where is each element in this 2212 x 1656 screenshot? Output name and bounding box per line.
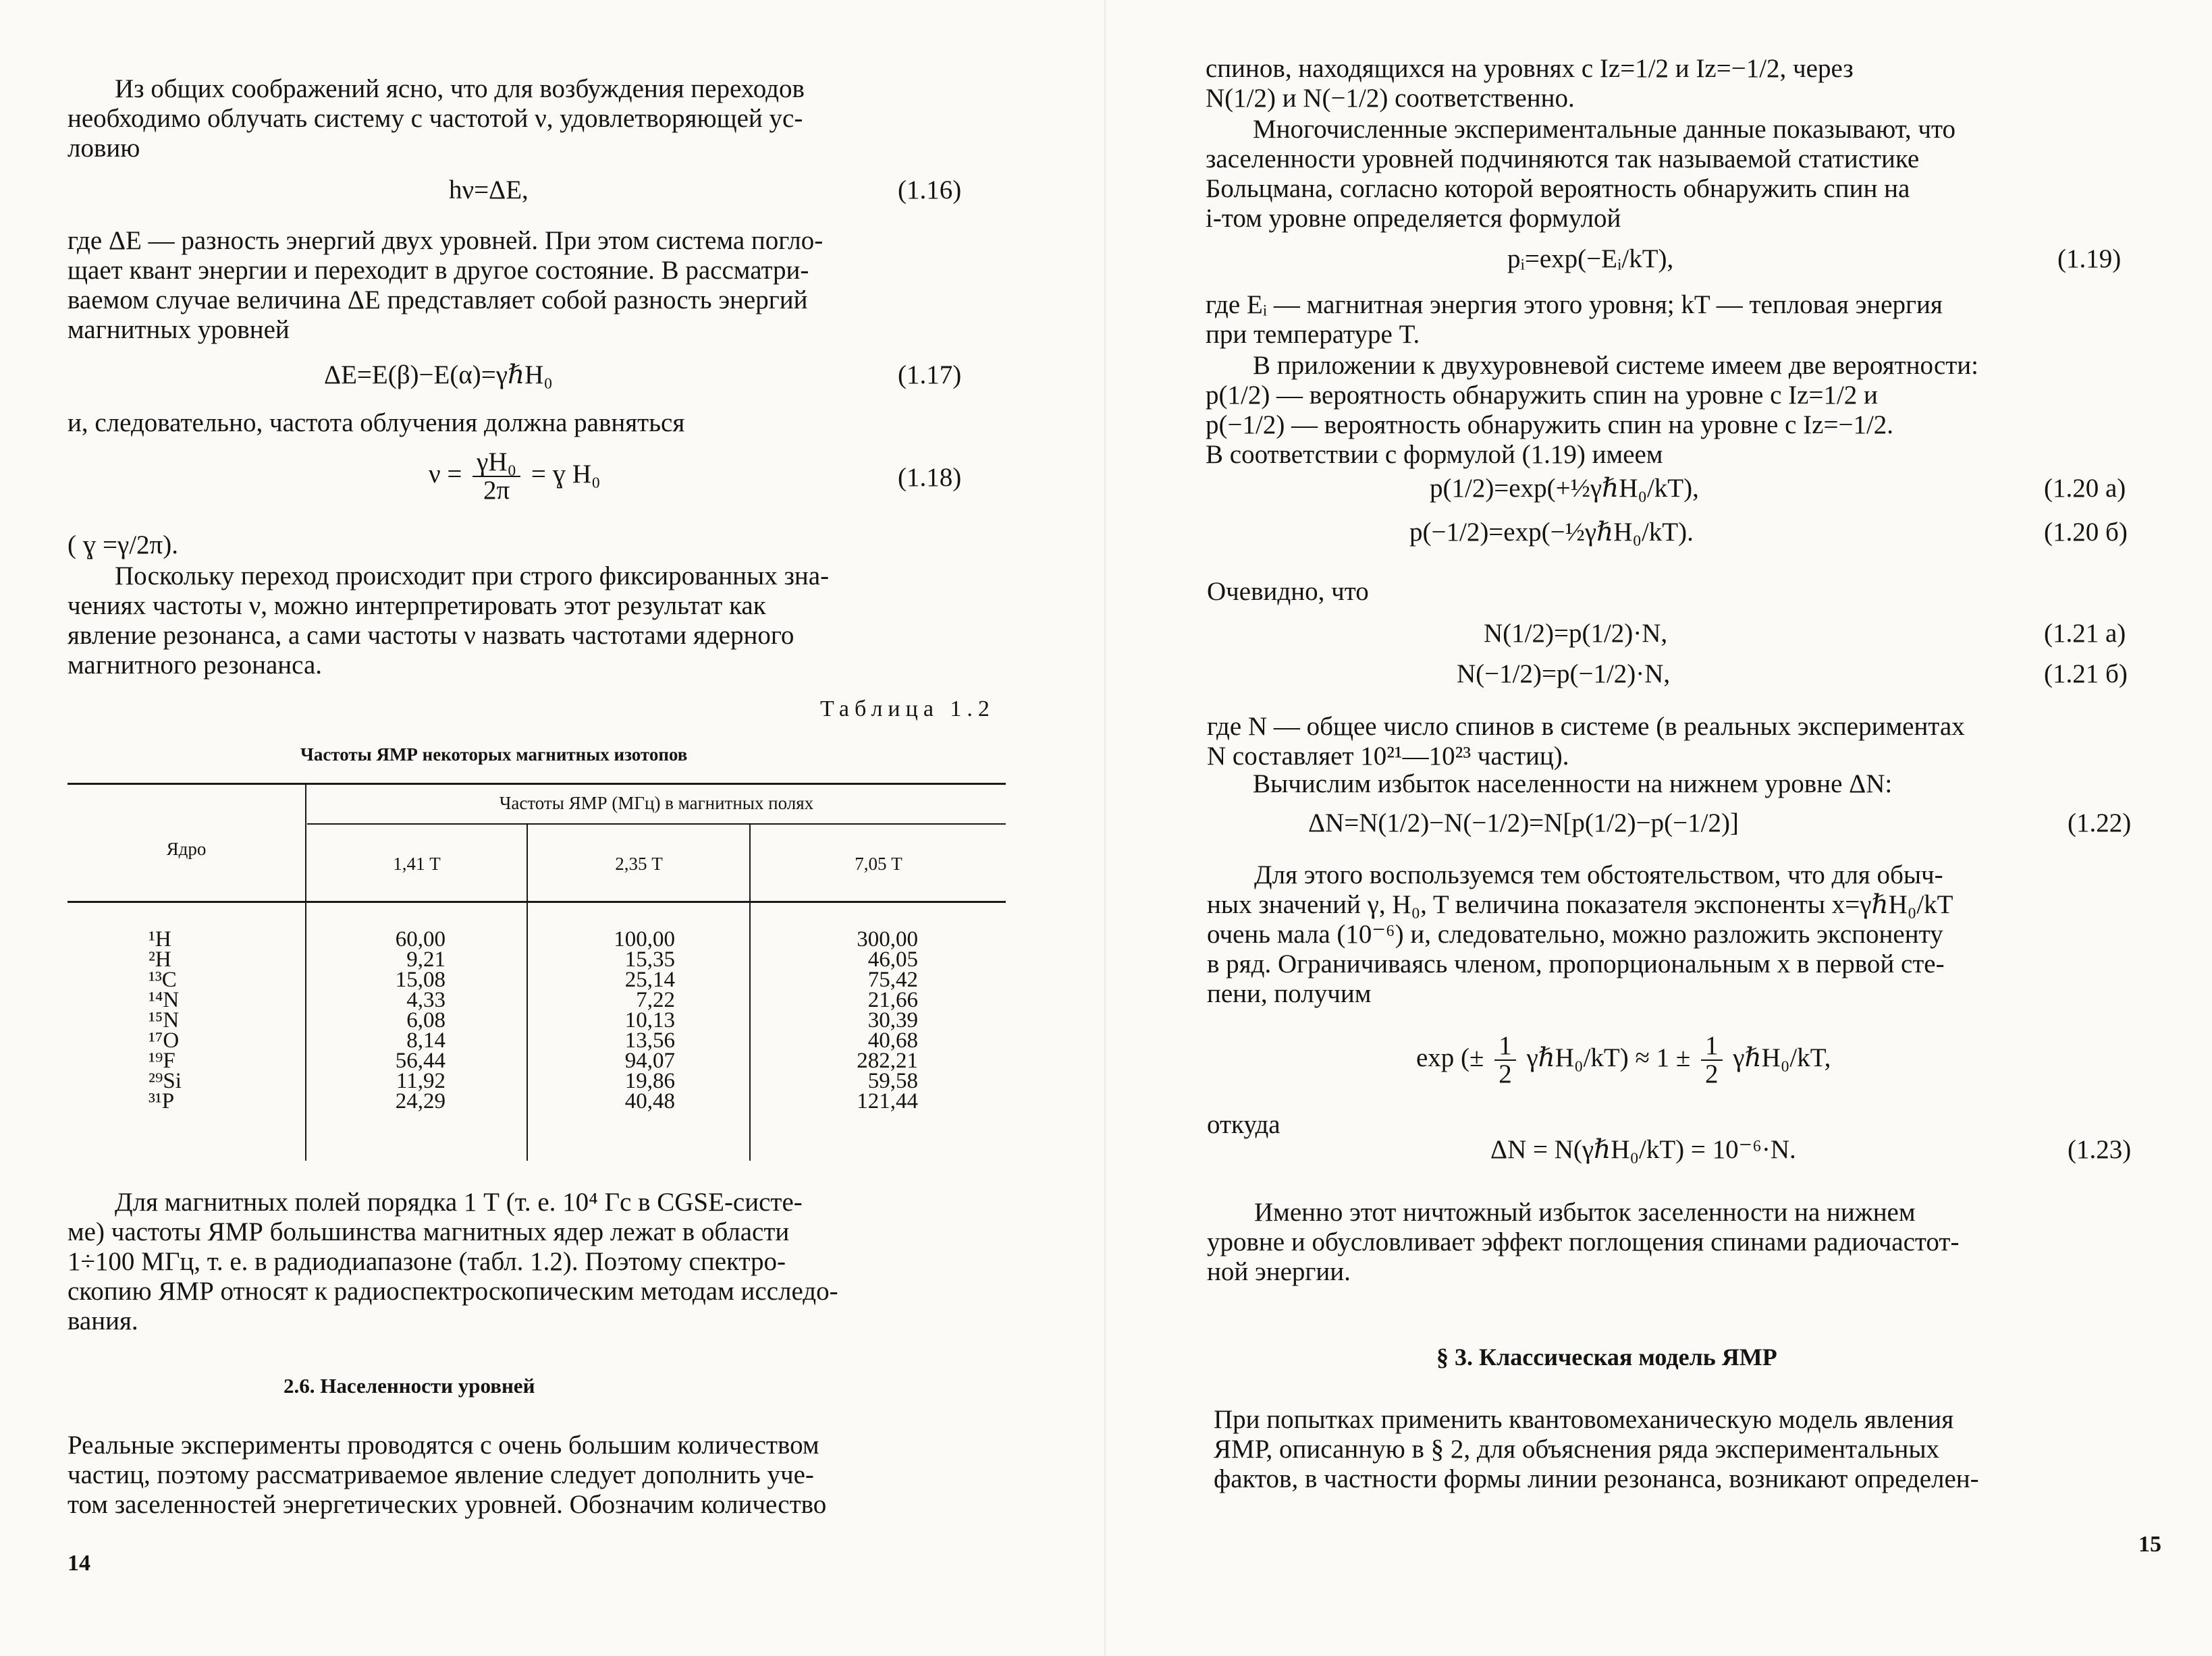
table-cell: 40,68 <box>867 1028 918 1053</box>
table-cell: 75,42 <box>867 968 918 992</box>
table-header-group: Частоты ЯМР (МГц) в магнитных полях <box>499 793 814 813</box>
table-cell: 19,86 <box>624 1069 675 1093</box>
table-cell: ²H <box>149 947 171 972</box>
table-cell: 15,08 <box>395 968 446 992</box>
table-cell: 4,33 <box>406 988 446 1012</box>
gamma-note: ( ɣ =γ/2π). <box>68 530 178 559</box>
table-cell: 282,21 <box>857 1049 918 1073</box>
table-cell: 59,58 <box>867 1069 918 1093</box>
table-column-1-41 <box>351 929 446 1111</box>
table-group-rule <box>307 823 1006 825</box>
paragraph-classical-model: При попытках применить квантовомеханическую модель явления ЯМР, описанную в § 2, для объяснения ряда экспериментальных фактов, в частности формы линии резонанса, возникают определен- <box>1214 1405 1979 1493</box>
table-cell: 8,14 <box>406 1028 446 1053</box>
paragraph-magnetic-energy: где Eᵢ — магнитная энергия этого уровня; kT — тепловая энергия при температуре T. <box>1206 290 1943 349</box>
obviously-text: Очевидно, что <box>1207 577 1369 606</box>
table-cell: ²⁹Si <box>149 1069 182 1093</box>
table-cell: ¹⁹F <box>149 1049 176 1073</box>
table-label: Таблица 1.2 <box>820 696 995 721</box>
equation-number-1-17: (1.17) <box>898 360 962 389</box>
table-cell: 121,44 <box>857 1089 918 1113</box>
table-cell: 10,13 <box>624 1008 675 1032</box>
paragraph-frequency: и, следовательно, частота облучения должна равняться <box>68 408 685 437</box>
table-cell: 15,35 <box>624 947 675 972</box>
paragraph-total-spins: где N — общее число спинов в системе (в реальных экспериментах N составляет 10²¹—10²³ частиц). <box>1207 712 1965 771</box>
equation-number-1-22: (1.22) <box>2068 808 2132 837</box>
table-header-field-2: 2,35 Т <box>615 854 663 874</box>
table-header-field-1: 1,41 Т <box>393 854 441 874</box>
table-cell: 40,48 <box>624 1089 675 1113</box>
equation-1-19: pᵢ=exp(−Eᵢ/kT), <box>1507 244 1674 273</box>
table-cell: 94,07 <box>624 1049 675 1073</box>
fraction: $\frac{1}{2}$ <box>1494 1032 1516 1088</box>
table-cell: ³¹P <box>149 1089 175 1113</box>
right-page <box>1106 0 2212 1656</box>
table-cell: ¹⁴N <box>149 988 180 1012</box>
equation-1-22: ΔN=N(1/2)−N(−1/2)=N[p(1/2)−p(−1/2)] <box>1308 808 1739 837</box>
paragraph-two-level: В приложении к двухуровневой системе имеем две вероятности: p(1/2) — вероятность обнаружить спин на уровне с Iz=1/2 и p(−1/2) — вероятность обнаружить спин на уровне с Iz=−1/2. В соответствии с формулой (1.19) имеем <box>1206 351 1979 469</box>
table-cell: ¹³C <box>149 968 177 992</box>
equation-number-1-19: (1.19) <box>2057 244 2122 273</box>
equation-number-1-20a: (1.20 а) <box>2044 474 2126 503</box>
equation-1-17: ΔE=E(β)−E(α)=γℏH₀ <box>324 360 553 389</box>
equation-1-23: ΔN = N(γℏH₀/kT) = 10⁻⁶·N. <box>1490 1135 1796 1164</box>
page-number-right: 15 <box>2138 1532 2161 1557</box>
equation-1-21a: N(1/2)=p(1/2)·N, <box>1484 619 1668 648</box>
page-number-left: 14 <box>68 1551 90 1576</box>
equation-number-1-21a: (1.21 а) <box>2044 619 2126 648</box>
table-cell: ¹⁵N <box>149 1008 180 1032</box>
paragraph-spins: спинов, находящихся на уровнях с Iz=1/2 и Iz=−1/2, через N(1/2) и N(−1/2) соответственно. <box>1206 54 1854 113</box>
equation-exp-expansion: exp (± $\frac{1}{2}$ γℏH₀/kT) ≈ 1 ± $\frac{1}{2}$ γℏH₀/kT, <box>1416 1031 1831 1088</box>
table-cell: 300,00 <box>857 927 918 951</box>
table-cell: 25,14 <box>624 968 675 992</box>
intro-paragraph: Из общих соображений ясно, что для возбуждения переходов необходимо облучать систему с частотой ν, удовлетворяющей ус- ловию <box>68 74 805 163</box>
table-divider-2 <box>527 823 528 1161</box>
equation-1-20b: p(−1/2)=exp(−½γℏH₀/kT). <box>1409 518 1694 547</box>
table-cell: 11,92 <box>396 1069 446 1093</box>
equation-1-18: ν = $\frac{\text{γH₀}}{2\pi}$ = ɣ H₀ <box>429 447 601 505</box>
table-cell: 30,39 <box>867 1008 918 1032</box>
subsection-heading: 2.6. Населенности уровней <box>284 1374 535 1398</box>
table-column-2-35 <box>567 929 675 1111</box>
equation-number-1-23: (1.23) <box>2068 1135 2132 1164</box>
table-cell: ¹⁷O <box>149 1028 180 1053</box>
table-cell: 9,21 <box>406 947 446 972</box>
paragraph-excess: Вычислим избыток населенности на нижнем уровне ΔN: <box>1253 769 1893 798</box>
table-cell: 46,05 <box>867 947 918 972</box>
table-header-rule <box>68 901 1006 903</box>
table-top-rule <box>68 783 1006 785</box>
paragraph-populations: Реальные эксперименты проводятся с очень большим количеством частиц, поэтому рассматриваемое явление следует дополнить уче- том заселенностей энергетических уровней. Обозначим количество <box>68 1431 827 1519</box>
table-cell: 60,00 <box>395 927 446 951</box>
equation-number-1-21b: (1.21 б) <box>2044 659 2128 688</box>
whence-text: откуда <box>1207 1110 1280 1139</box>
table-divider-1 <box>305 783 306 1161</box>
table-cell: 56,44 <box>395 1049 446 1073</box>
paragraph-delta-e: где ΔE — разность энергий двух уровней. При этом система погло- щает квант энергии и переходит в другое состояние. В рассматри- ваемом случае величина ΔE представляет собой разность энергий магнитных уровней <box>68 226 824 344</box>
table-cell: 100,00 <box>614 927 675 951</box>
table-header-field-3: 7,05 Т <box>855 854 902 874</box>
table-column-nucleus <box>149 929 216 1111</box>
table-divider-3 <box>749 823 751 1161</box>
equation-1-16: hν=ΔE, <box>449 175 529 204</box>
paragraph-tiny-excess: Именно этот ничтожный избыток заселенности на нижнем уровне и обусловливает эффект поглощения спинами радиочастот- ной энергии. <box>1207 1198 1960 1286</box>
paragraph-magnetic-fields: Для магнитных полей порядка 1 Т (т. е. 10⁴ Гс в CGSE-систе- ме) частоты ЯМР большинства магнитных ядер лежат в области 1÷100 МГц, т. е. в радиодиапазоне (табл. 1.2). Поэтому спектро- скопию ЯМР относят к радиоспектроскопическим методам исследо- вания. <box>68 1188 838 1335</box>
table-cell: 6,08 <box>406 1008 446 1032</box>
paragraph-expansion: Для этого воспользуемся тем обстоятельством, что для обыч- ных значений γ, H₀, T величина показателя экспоненты x=γℏH₀/kT очень мала (10⁻⁶) и, следовательно, можно разложить экспоненту в ряд. Ограничиваясь членом, пропорциональным x в первой сте- пени, получим <box>1207 860 1953 1008</box>
table-column-7-05 <box>803 929 918 1111</box>
table-caption: Частоты ЯМР некоторых магнитных изотопов <box>300 744 688 765</box>
fraction: $\frac{1}{2}$ <box>1701 1032 1723 1088</box>
table-cell: 21,66 <box>867 988 918 1012</box>
paragraph-boltzmann: Многочисленные экспериментальные данные показывают, что заселенности уровней подчиняются так называемой статистике Больцмана, согласно которой вероятность обнаружить спин на i-том уровне определяется формулой <box>1206 115 1956 233</box>
table-cell: 24,29 <box>395 1089 446 1113</box>
equation-1-21b: N(−1/2)=p(−1/2)·N, <box>1457 659 1671 688</box>
fraction: $\frac{\text{γH₀}}{2\pi}$ <box>473 449 520 504</box>
table-cell: ¹H <box>149 927 171 951</box>
equation-number-1-20b: (1.20 б) <box>2044 518 2128 547</box>
table-cell: 13,56 <box>624 1028 675 1053</box>
table-header-nucleus: Ядро <box>166 839 207 859</box>
equation-1-20a: p(1/2)=exp(+½γℏH₀/kT), <box>1430 474 1699 503</box>
equation-number-1-16: (1.16) <box>898 175 962 204</box>
section-heading: § 3. Классическая модель ЯМР <box>1436 1344 1777 1371</box>
equation-number-1-18: (1.18) <box>898 463 962 492</box>
paragraph-resonance: Поскольку переход происходит при строго фиксированных зна- чениях частоты ν, можно интерпретировать этот результат как явление резонанса, а сами частоты ν назвать частотами ядерного магнитного резонанса. <box>68 561 830 680</box>
table-cell: 7,22 <box>636 988 675 1012</box>
